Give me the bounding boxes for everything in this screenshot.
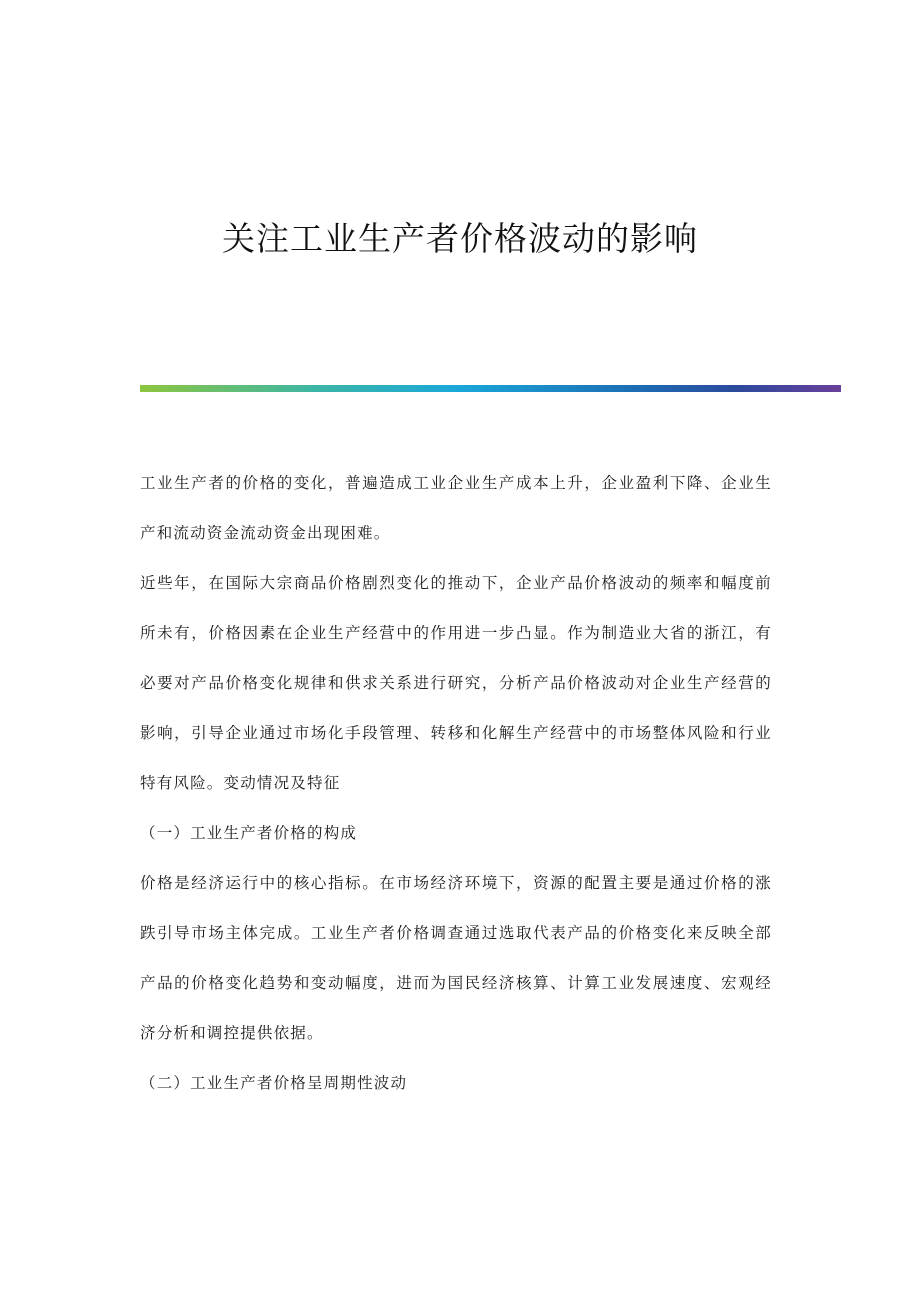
section-heading-2: （二）工业生产者价格呈周期性波动 <box>140 1074 408 1092</box>
paragraph-composition: 价格是经济运行中的核心指标。在市场经济环境下，资源的配置主要是通过价格的涨跌引导市场主体完成。工业生产者价格调查通过选取代表产品的价格变化来反映全部产品的价格变化趋势和变动幅度，进而为国民经济核算、计算工业发展速度、宏观经济分析和调控提供依据。 <box>140 874 772 1042</box>
document-title: 关注工业生产者价格波动的影响 <box>222 219 698 258</box>
section-heading-1: （一）工业生产者价格的构成 <box>140 824 358 842</box>
paragraph-background: 近些年，在国际大宗商品价格剧烈变化的推动下，企业产品价格波动的频率和幅度前所未有，价格因素在企业生产经营中的作用进一步凸显。作为制造业大省的浙江，有必要对产品价格变化规律和供求关系进行研究，分析产品价格波动对企业生产经营的影响，引导企业通过市场化手段管理、转移和化解生产经营中的市场整体风险和行业特有风险。变动情况及特征 <box>140 574 772 792</box>
paragraph-intro: 工业生产者的价格的变化，普遍造成工业企业生产成本上升，企业盈利下降、企业生产和流动资金流动资金出现困难。 <box>140 474 772 542</box>
document-body <box>140 458 772 1108</box>
title-divider <box>140 385 841 392</box>
